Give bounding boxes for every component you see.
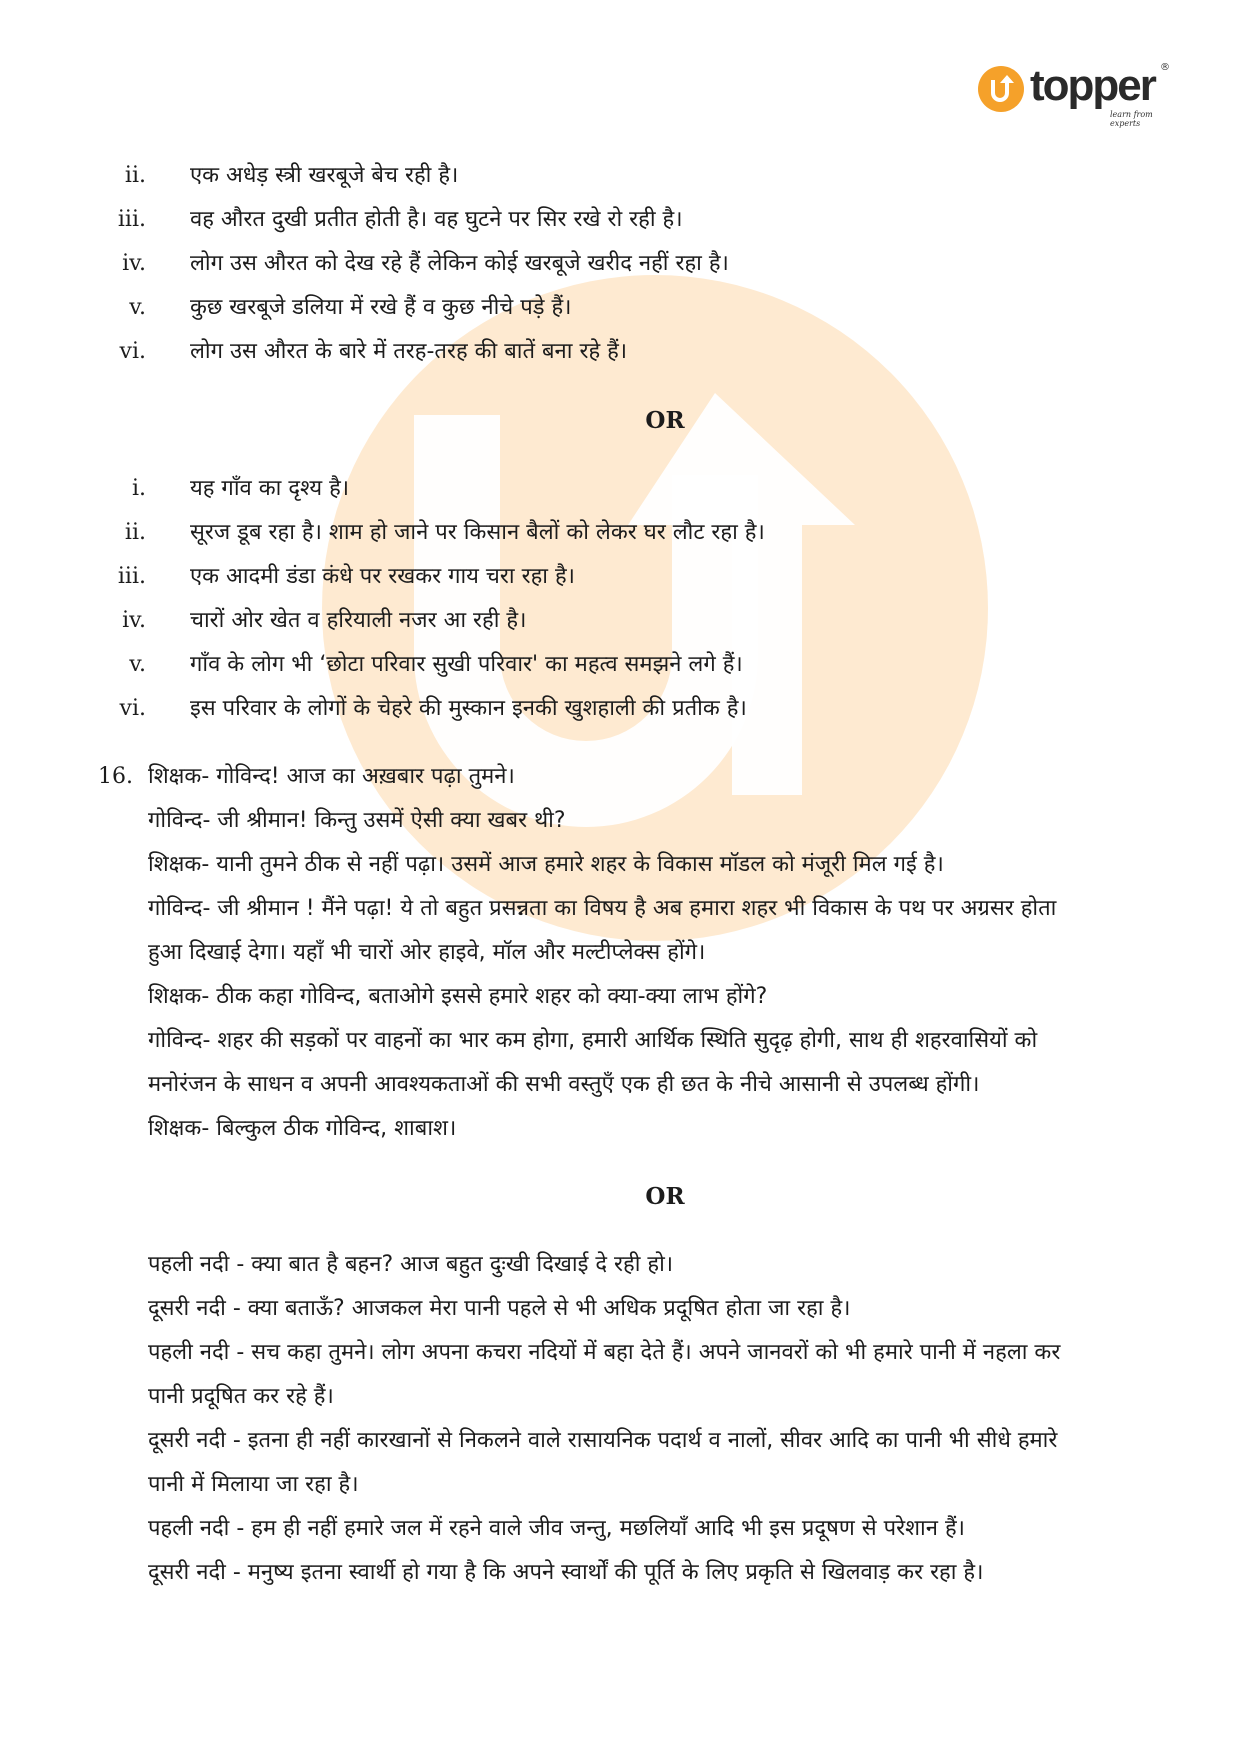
list-item-text: एक अधेड़ स्त्री खरबूजे बेच रही है। bbox=[190, 163, 459, 188]
dialogue-line: दूसरी नदी - मनुष्य इतना स्वार्थी हो गया है कि अपने स्वार्थों की पूर्ति के लिए प्रकृति से खिलवाड़ कर रहा है। bbox=[148, 1560, 984, 1585]
dialogue-line: गोविन्द- जी श्रीमान! किन्तु उसमें ऐसी क्या खबर थी? bbox=[148, 808, 566, 833]
list-item-text: वह औरत दुखी प्रतीत होती है। वह घुटने पर सिर रखे रो रही है। bbox=[190, 207, 683, 232]
dialogue-line: शिक्षक- बिल्कुल ठीक गोविन्द, शाबाश। bbox=[148, 1116, 457, 1141]
list-item-text: लोग उस औरत के बारे में तरह-तरह की बातें बना रहे हैं। bbox=[190, 339, 628, 364]
or-divider: OR bbox=[645, 407, 685, 434]
list-item-number: vi. bbox=[119, 339, 146, 364]
list-item-text: सूरज डूब रहा है। शाम हो जाने पर किसान बैलों को लेकर घर लौट रहा है। bbox=[190, 520, 765, 545]
brand-name: topper bbox=[1030, 61, 1155, 110]
brand-tagline: learn from experts bbox=[1110, 110, 1153, 128]
list-item-text: इस परिवार के लोगों के चेहरे की मुस्कान इनकी खुशहाली की प्रतीक है। bbox=[190, 696, 747, 721]
dialogue-line: पहली नदी - सच कहा तुमने। लोग अपना कचरा नदियों में बहा देते हैं। अपने जानवरों को भी हमारे पानी में नहला कर bbox=[148, 1340, 1061, 1365]
dialogue-line: पानी प्रदूषित कर रहे हैं। bbox=[148, 1384, 334, 1409]
list-item-number: vi. bbox=[119, 696, 146, 721]
dialogue-line: शिक्षक- गोविन्द! आज का अख़बार पढ़ा तुमने। bbox=[148, 764, 515, 789]
dialogue-line: दूसरी नदी - क्या बताऊँ? आजकल मेरा पानी पहले से भी अधिक प्रदूषित होता जा रहा है। bbox=[148, 1296, 851, 1321]
list-item-number: ii. bbox=[124, 520, 146, 545]
dialogue-line: गोविन्द- जी श्रीमान ! मैंने पढ़ा! ये तो बहुत प्रसन्नता का विषय है अब हमारा शहर भी विकास के पथ पर अग्रसर होता bbox=[148, 896, 1057, 921]
question-number: 16. bbox=[98, 764, 133, 789]
list-item-number: iv. bbox=[122, 251, 146, 276]
list-item-number: iii. bbox=[117, 207, 146, 232]
list-item-number: v. bbox=[129, 295, 146, 320]
list-item-number: v. bbox=[129, 652, 146, 677]
list-item-number: ii. bbox=[124, 163, 146, 188]
dialogue-line: शिक्षक- ठीक कहा गोविन्द, बताओगे इससे हमारे शहर को क्या-क्या लाभ होंगे? bbox=[148, 984, 768, 1009]
dialogue-line: गोविन्द- शहर की सड़कों पर वाहनों का भार कम होगा, हमारी आर्थिक स्थिति सुदृढ़ होगी, साथ ही शहरवासियों को bbox=[148, 1028, 1038, 1053]
list-item-text: गाँव के लोग भी ‘छोटा परिवार सुखी परिवार' का महत्व समझने लगे हैं। bbox=[190, 652, 743, 677]
dialogue-line: दूसरी नदी - इतना ही नहीं कारखानों से निकलने वाले रासायनिक पदार्थ व नालों, सीवर आदि का पानी भी सीधे हमारे bbox=[148, 1428, 1058, 1453]
dialogue-line: मनोरंजन के साधन व अपनी आवश्यकताओं की सभी वस्तुएँ एक ही छत के नीचे आसानी से उपलब्ध होंगी। bbox=[148, 1072, 980, 1097]
list-item-text: कुछ खरबूजे डलिया में रखे हैं व कुछ नीचे पड़े हैं। bbox=[190, 295, 572, 320]
dialogue-line: पहली नदी - हम ही नहीं हमारे जल में रहने वाले जीव जन्तु, मछलियाँ आदि भी इस प्रदूषण से परेशान हैं। bbox=[148, 1516, 965, 1541]
dialogue-line: शिक्षक- यानी तुमने ठीक से नहीं पढ़ा। उसमें आज हमारे शहर के विकास मॉडल को मंजूरी मिल गई है। bbox=[148, 852, 944, 877]
brand-logo-icon bbox=[978, 66, 1024, 112]
dialogue-line: पानी में मिलाया जा रहा है। bbox=[148, 1472, 359, 1497]
brand-registered-mark: ® bbox=[1160, 62, 1170, 73]
list-item-text: लोग उस औरत को देख रहे हैं लेकिन कोई खरबूजे खरीद नहीं रहा है। bbox=[190, 251, 729, 276]
list-item-number: i. bbox=[131, 476, 146, 501]
list-item-text: चारों ओर खेत व हरियाली नजर आ रही है। bbox=[190, 608, 527, 633]
or-divider: OR bbox=[645, 1183, 685, 1210]
dialogue-line: हुआ दिखाई देगा। यहाँ भी चारों ओर हाइवे, मॉल और मल्टीप्लेक्स होंगे। bbox=[148, 940, 706, 965]
list-item-number: iv. bbox=[122, 608, 146, 633]
dialogue-line: पहली नदी - क्या बात है बहन? आज बहुत दुःखी दिखाई दे रही हो। bbox=[148, 1252, 674, 1277]
list-item-number: iii. bbox=[117, 564, 146, 589]
brand-logo bbox=[978, 60, 1178, 128]
list-item-text: एक आदमी डंडा कंधे पर रखकर गाय चरा रहा है। bbox=[190, 564, 575, 589]
list-item-text: यह गाँव का दृश्य है। bbox=[190, 476, 350, 501]
